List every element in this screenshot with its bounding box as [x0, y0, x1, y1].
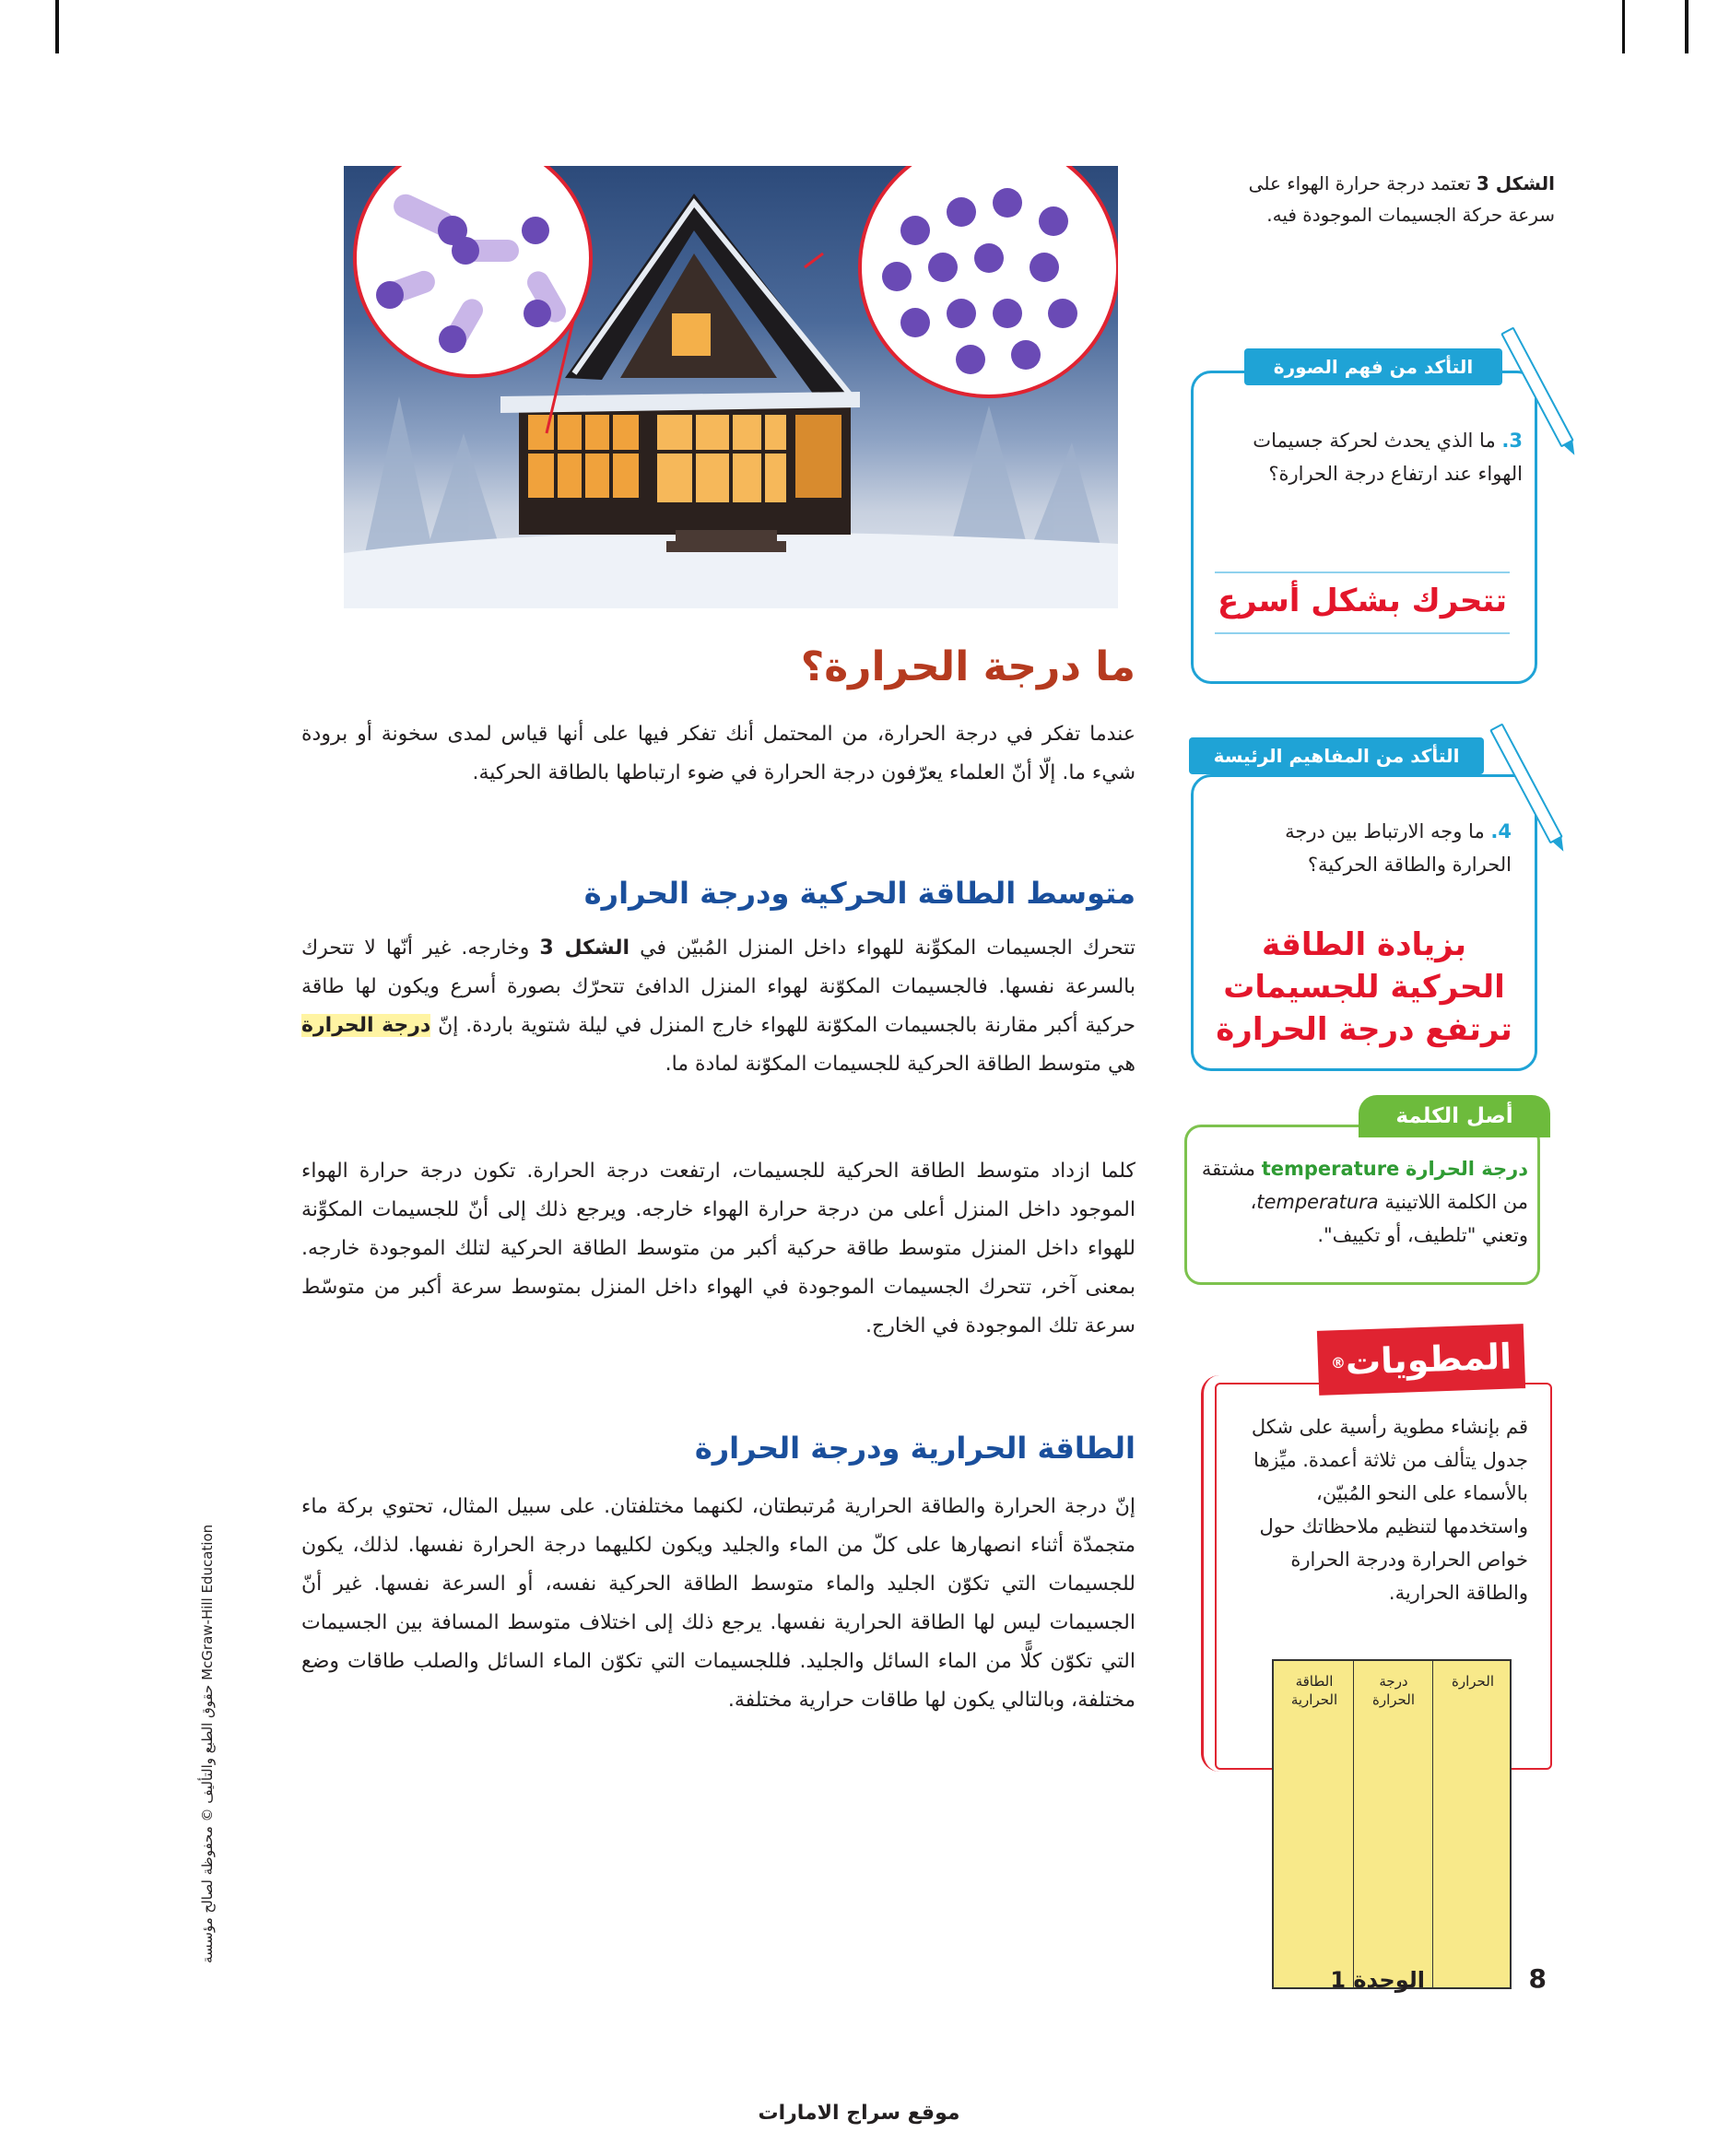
foldable-column-header: درجة الحرارة	[1372, 1673, 1415, 1708]
foldable-divider	[1353, 1661, 1354, 1987]
foldables-title	[1317, 1324, 1525, 1396]
footer-unit: الوحدة 1	[1330, 1967, 1425, 1993]
question-number: 3.	[1501, 430, 1523, 452]
check-image-question	[1209, 424, 1523, 490]
question-number: 4.	[1490, 820, 1512, 842]
kinetic-text-1: تتحرك الجسيمات المكوِّنة للهواء داخل المنزل المُبيّن في	[630, 937, 1136, 960]
word-origin-tab: أصل الكلمة	[1359, 1095, 1550, 1137]
kinetic-text-3: هي متوسط الطاقة الحركية للجسيمات المكوّنة لمادة ما.	[665, 1053, 1136, 1076]
key-term-temperature: درجة الحرارة	[301, 1014, 431, 1037]
check-concepts-question	[1253, 815, 1512, 881]
word-origin-term-ar: درجة الحرارة	[1405, 1158, 1528, 1180]
crop-mark	[1622, 0, 1625, 53]
word-origin-latin: temperatura	[1256, 1191, 1379, 1213]
page-number: 8	[1528, 1963, 1547, 1994]
figure-caption-label: الشكل 3	[1476, 172, 1555, 194]
word-origin-text	[1198, 1152, 1528, 1252]
average-paragraph: كلما ازداد متوسط الطاقة الحركية للجسيمات، ارتفعت درجة الحرارة. تكون درجة حرارة الهواء الموجود داخل المنزل أعلى من درجة حرارة الهواء خارجه. ويرجع ذلك إلى أنّ للجسيمات المكوِّنة للهواء داخل المنزل متوسط طاقة حركية أكبر من متوسط الطاقة الحركية لتلك الموجودة خارجه. بمعنى آخر، تتحرك الجسيمات الموجودة في الهواء داخل المنزل بمتوسط سرعة أكبر من متوسّط سرعة تلك الموجودة في الخارج.	[301, 1160, 1136, 1337]
kinetic-text-2: وخارجه. غير أنّها لا تتحرك بالسرعة نفسها. فالجسيمات المكوّنة لهواء المنزل الدافئ تتحرّك بصورة أسرع ويكون لها طاقة حركية أكبر مقارنة بالجسيمات المكوّنة للهواء خارج المنزل في ليلة شتوية باردة. إنّ	[301, 937, 1136, 1037]
word-origin-line2: ، وتعني "تلطيف، أو تكييف".	[1250, 1191, 1528, 1246]
check-image-answer[interactable]: تتحرك بشكل أسرع	[1217, 583, 1508, 619]
figure-caption	[1241, 168, 1555, 230]
foldable-column-header: الحرارة	[1452, 1673, 1494, 1690]
heading-kinetic-energy: متوسط الطاقة الحركية ودرجة الحرارة	[583, 876, 1136, 911]
figure-reference: الشكل 3	[539, 937, 630, 960]
foldables-instructions: قم بإنشاء مطوية رأسية على شكل جدول يتألف من ثلاثة أعمدة. ميِّزها بالأسماء على النحو المُبيّن، واستخدمها لتنظيم ملاحظاتك حول خواص الحرارة ودرجة الحرارة والطاقة الحرارية.	[1251, 1416, 1528, 1604]
foldable-paper	[1272, 1659, 1512, 1989]
section-title: ما درجة الحرارة؟	[800, 643, 1136, 690]
check-image-box	[1191, 371, 1537, 684]
crop-mark	[1685, 0, 1689, 53]
answer-line	[1215, 632, 1510, 634]
figure-house-photo	[344, 166, 1118, 608]
foldable-column-header: الطاقة الحرارية	[1290, 1673, 1338, 1708]
copyright-credit: حقوق الطبع والتأليف © محفوظة لصالح مؤسسة McGraw-Hill Education	[199, 1524, 216, 1963]
registered-mark: ®	[1330, 1353, 1347, 1372]
question-text: ما الذي يحدث لحركة جسيمات الهواء عند ارتفاع درجة الحرارة؟	[1253, 430, 1523, 485]
figure-caption-text: تعتمد درجة حرارة الهواء على سرعة حركة الجسيمات الموجودة فيه.	[1248, 172, 1555, 226]
word-origin-line1: مشتقة من الكلمة اللاتينية	[1201, 1158, 1528, 1213]
question-text: ما وجه الارتباط بين درجة الحرارة والطاقة الحركية؟	[1285, 820, 1512, 876]
heading-thermal-energy: الطاقة الحرارية ودرجة الحرارة	[694, 1431, 1136, 1466]
foldables-title-text: المطويات	[1345, 1336, 1512, 1383]
footer-site: موقع سراج الامارات	[758, 2102, 960, 2125]
crop-mark	[55, 0, 59, 53]
kinetic-paragraph	[301, 929, 1136, 1084]
left-particle-inset	[355, 166, 591, 376]
foldable-divider	[1432, 1661, 1433, 1987]
house-illustration	[344, 166, 1118, 608]
word-origin-term-en: temperature	[1261, 1158, 1400, 1180]
thermal-paragraph: إنّ درجة الحرارة والطاقة الحرارية مُرتبطتان، لكنهما مختلفتان. على سبيل المثال، تحتوي بركة ماء متجمدّة أثناء انصهارها على كلّ من الماء والجليد ويكون لكليهما درجة الحرارة نفسها. لذلك، يكون للجسيمات التي تكوّن الجليد والماء متوسط الطاقة الحركية نفسه، أو السرعة نفسها. غير أنّ الجسيمات ليس لها الطاقة الحرارية نفسها. يرجع ذلك إلى اختلاف متوسط المسافة بين الجسيمات التي تكوّن كلًّا من الماء السائل والجليد. فللجسيمات التي تكوّن الماء السائل والصلب طاقات وضع مختلفة، وبالتالي يكون لها طاقات حرارية مختلفة.	[301, 1495, 1136, 1712]
check-image-tab: التأكد من فهم الصورة	[1244, 348, 1502, 385]
answer-line	[1215, 571, 1510, 573]
check-concepts-tab: التأكد من المفاهيم الرئيسة	[1189, 737, 1484, 774]
intro-paragraph: عندما تفكر في درجة الحرارة، من المحتمل أنك تفكر فيها على أنها قياس لمدى سخونة أو برودة شيء ما. إلّا أنّ العلماء يعرّفون درجة الحرارة في ضوء ارتباطها بالطاقة الحركية.	[301, 723, 1136, 784]
check-concepts-answer[interactable]: بزيادة الطاقة الحركية للجسيمات ترتفع درجة الحرارة	[1216, 926, 1512, 1048]
